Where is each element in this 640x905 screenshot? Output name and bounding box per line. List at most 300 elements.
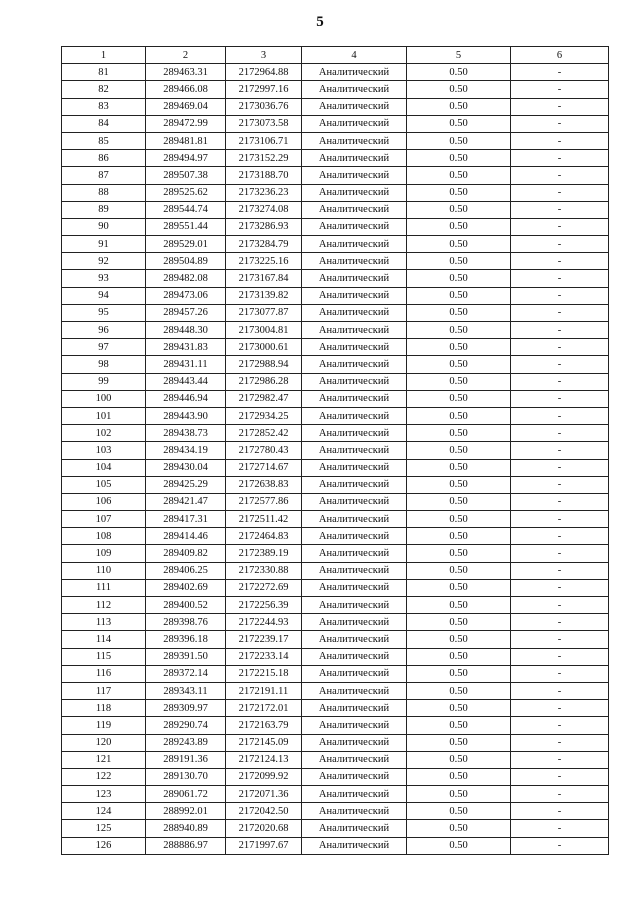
table-cell: Аналитический [302,304,407,321]
table-cell: Аналитический [302,98,407,115]
table-cell: 0.50 [407,803,511,820]
table-cell: 289400.52 [146,597,226,614]
table-cell: 289414.46 [146,528,226,545]
table-cell: 106 [62,493,146,510]
table-row [62,734,609,751]
table-row [62,373,609,390]
table-cell: Аналитический [302,493,407,510]
table-cell: 2172071.36 [226,786,302,803]
table-cell: 0.50 [407,493,511,510]
table-cell: 2172124.13 [226,751,302,768]
table-cell: 103 [62,442,146,459]
table-row [62,631,609,648]
table-cell: 2172233.14 [226,648,302,665]
table-cell: 2172511.42 [226,511,302,528]
table-cell: 289406.25 [146,562,226,579]
table-cell: 289504.89 [146,253,226,270]
table-cell: 289343.11 [146,682,226,699]
table-cell: 2172464.83 [226,528,302,545]
table-cell: 289494.97 [146,150,226,167]
table-cell: 0.50 [407,167,511,184]
table-cell: 0.50 [407,390,511,407]
table-cell: - [511,528,609,545]
table-cell: 2172145.09 [226,734,302,751]
table-cell: 125 [62,820,146,837]
table-cell: 289243.89 [146,734,226,751]
table-cell: - [511,287,609,304]
coordinates-table [61,46,609,855]
table-cell: 289391.50 [146,648,226,665]
table-row [62,682,609,699]
table-cell: 0.50 [407,631,511,648]
table-cell: Аналитический [302,236,407,253]
table-cell: 90 [62,218,146,235]
table-cell: - [511,820,609,837]
table-cell: 2172099.92 [226,768,302,785]
table-cell: - [511,476,609,493]
table-cell: 111 [62,579,146,596]
table-row [62,459,609,476]
table-cell: 2172163.79 [226,717,302,734]
column-header: 4 [302,47,407,64]
table-row [62,803,609,820]
table-cell: 114 [62,631,146,648]
table-row [62,528,609,545]
table-cell: Аналитический [302,322,407,339]
table-row [62,751,609,768]
table-row [62,115,609,132]
table-cell: 116 [62,665,146,682]
table-cell: 84 [62,115,146,132]
table-cell: - [511,751,609,768]
table-row [62,218,609,235]
table-cell: 2173152.29 [226,150,302,167]
table-cell: - [511,81,609,98]
table-cell: 96 [62,322,146,339]
table-cell: 2173225.16 [226,253,302,270]
table-cell: 2173236.23 [226,184,302,201]
table-cell: 289396.18 [146,631,226,648]
table-cell: 289466.08 [146,81,226,98]
table-cell: - [511,700,609,717]
table-cell: 107 [62,511,146,528]
table-cell: 2172982.47 [226,390,302,407]
table-cell: 104 [62,459,146,476]
table-cell: Аналитический [302,167,407,184]
page-number: 5 [316,14,324,30]
table-cell: 0.50 [407,132,511,149]
table-cell: 289438.73 [146,425,226,442]
table-cell: 124 [62,803,146,820]
table-cell: 2173106.71 [226,132,302,149]
table-cell: 0.50 [407,184,511,201]
table-cell: 0.50 [407,253,511,270]
table-cell: 289434.19 [146,442,226,459]
column-header: 5 [407,47,511,64]
table-cell: Аналитический [302,717,407,734]
table-cell: - [511,545,609,562]
table-cell: 288992.01 [146,803,226,820]
table-cell: 123 [62,786,146,803]
table-cell: Аналитический [302,579,407,596]
table-cell: - [511,339,609,356]
table-cell: Аналитический [302,476,407,493]
table-cell: Аналитический [302,786,407,803]
table-cell: - [511,132,609,149]
table-cell: Аналитический [302,253,407,270]
table-row [62,253,609,270]
table-row [62,201,609,218]
table-cell: 0.50 [407,717,511,734]
table-row [62,150,609,167]
table-cell: 115 [62,648,146,665]
table-cell: 289425.29 [146,476,226,493]
table-cell: 110 [62,562,146,579]
table-cell: 2172988.94 [226,356,302,373]
table-cell: 289529.01 [146,236,226,253]
table-cell: 0.50 [407,407,511,424]
table-cell: 108 [62,528,146,545]
table-cell: Аналитический [302,150,407,167]
table-row [62,717,609,734]
table-cell: 2173139.82 [226,287,302,304]
table-cell: 0.50 [407,579,511,596]
column-header: 2 [146,47,226,64]
table-cell: 289525.62 [146,184,226,201]
table-row [62,390,609,407]
table-cell: - [511,356,609,373]
table-cell: 2172638.83 [226,476,302,493]
table-cell: 2172714.67 [226,459,302,476]
table-cell: 0.50 [407,820,511,837]
table-cell: Аналитический [302,682,407,699]
table-row [62,64,609,81]
table-cell: 0.50 [407,270,511,287]
table-header-row [62,47,609,64]
table-cell: 2172244.93 [226,614,302,631]
table-cell: - [511,648,609,665]
table-cell: 289463.31 [146,64,226,81]
table-cell: 2173167.84 [226,270,302,287]
table-cell: 2173073.58 [226,115,302,132]
table-cell: 0.50 [407,648,511,665]
table-cell: Аналитический [302,528,407,545]
table-cell: 289409.82 [146,545,226,562]
table-row [62,648,609,665]
table-cell: 2173000.61 [226,339,302,356]
table-cell: 288940.89 [146,820,226,837]
table-cell: - [511,98,609,115]
table-cell: 2173036.76 [226,98,302,115]
table-cell: 102 [62,425,146,442]
table-cell: 2172239.17 [226,631,302,648]
table-cell: 0.50 [407,373,511,390]
table-cell: Аналитический [302,631,407,648]
table-cell: Аналитический [302,768,407,785]
table-cell: Аналитический [302,648,407,665]
table-cell: 0.50 [407,511,511,528]
table-cell: 100 [62,390,146,407]
table-body [62,64,609,855]
table-cell: Аналитический [302,562,407,579]
table-cell: - [511,768,609,785]
table-cell: Аналитический [302,751,407,768]
table-cell: 0.50 [407,115,511,132]
table-cell: 289507.38 [146,167,226,184]
table-cell: 2171997.67 [226,837,302,854]
table-cell: 2172020.68 [226,820,302,837]
table-row [62,287,609,304]
table-cell: - [511,562,609,579]
table-cell: 289398.76 [146,614,226,631]
table-row [62,597,609,614]
table-cell: - [511,425,609,442]
table-cell: 0.50 [407,304,511,321]
table-cell: - [511,115,609,132]
table-row [62,545,609,562]
table-cell: 126 [62,837,146,854]
table-cell: 289430.04 [146,459,226,476]
table-cell: Аналитический [302,339,407,356]
table-row [62,167,609,184]
table-cell: 86 [62,150,146,167]
table-cell: - [511,493,609,510]
table-row [62,407,609,424]
table-cell: 0.50 [407,64,511,81]
table-cell: 92 [62,253,146,270]
table-cell: 112 [62,597,146,614]
table-cell: - [511,270,609,287]
table-cell: 289457.26 [146,304,226,321]
table-row [62,236,609,253]
table-cell: 0.50 [407,81,511,98]
table-cell: 0.50 [407,786,511,803]
table-cell: Аналитический [302,837,407,854]
table-cell: 2172272.69 [226,579,302,596]
table-cell: 2172330.88 [226,562,302,579]
table-cell: Аналитический [302,734,407,751]
table-cell: - [511,786,609,803]
table-cell: 0.50 [407,528,511,545]
table-cell: 99 [62,373,146,390]
table-cell: - [511,407,609,424]
table-row [62,270,609,287]
table-cell: 95 [62,304,146,321]
table-cell: 289472.99 [146,115,226,132]
table-row [62,81,609,98]
table-cell: Аналитический [302,614,407,631]
table-cell: 289448.30 [146,322,226,339]
column-header: 3 [226,47,302,64]
table-cell: - [511,390,609,407]
table-cell: - [511,631,609,648]
table-cell: 289443.90 [146,407,226,424]
table-cell: 0.50 [407,682,511,699]
table-cell: 289402.69 [146,579,226,596]
table-cell: Аналитический [302,218,407,235]
table-cell: 289290.74 [146,717,226,734]
table-cell: - [511,734,609,751]
table-cell: 0.50 [407,614,511,631]
table-cell: 289421.47 [146,493,226,510]
table-cell: Аналитический [302,597,407,614]
table-cell: Аналитический [302,700,407,717]
table-row [62,132,609,149]
table-cell: Аналитический [302,356,407,373]
table-cell: 289443.44 [146,373,226,390]
table-cell: 289473.06 [146,287,226,304]
table-cell: 289482.08 [146,270,226,287]
table-cell: 2173188.70 [226,167,302,184]
table-cell: 0.50 [407,150,511,167]
table-cell: 93 [62,270,146,287]
table-cell: - [511,167,609,184]
column-header: 6 [511,47,609,64]
table-cell: - [511,597,609,614]
table-cell: 0.50 [407,322,511,339]
table-cell: Аналитический [302,390,407,407]
table-cell: 121 [62,751,146,768]
table-cell: 0.50 [407,459,511,476]
table-cell: 289469.04 [146,98,226,115]
table-cell: 81 [62,64,146,81]
table-cell: - [511,665,609,682]
table-cell: 0.50 [407,356,511,373]
table-cell: 0.50 [407,597,511,614]
table-cell: Аналитический [302,373,407,390]
table-cell: 2172964.88 [226,64,302,81]
table-cell: 0.50 [407,201,511,218]
table-cell: 2172986.28 [226,373,302,390]
table-cell: 289481.81 [146,132,226,149]
table-row [62,768,609,785]
table-cell: 289431.83 [146,339,226,356]
table-cell: 119 [62,717,146,734]
table-cell: 2172780.43 [226,442,302,459]
table-cell: 0.50 [407,218,511,235]
table-cell: 120 [62,734,146,751]
table-cell: Аналитический [302,820,407,837]
table-row [62,837,609,854]
table-cell: 97 [62,339,146,356]
table-cell: 2173274.08 [226,201,302,218]
table-cell: Аналитический [302,287,407,304]
table-cell: - [511,64,609,81]
table-cell: Аналитический [302,459,407,476]
table-cell: 118 [62,700,146,717]
table-row [62,665,609,682]
table-cell: Аналитический [302,407,407,424]
table-cell: 85 [62,132,146,149]
table-cell: 0.50 [407,734,511,751]
table-cell: Аналитический [302,115,407,132]
table-cell: 2172256.39 [226,597,302,614]
table-cell: 0.50 [407,665,511,682]
table-cell: 289417.31 [146,511,226,528]
table-cell: 2172042.50 [226,803,302,820]
table-cell: Аналитический [302,184,407,201]
table-cell: 94 [62,287,146,304]
table-cell: 0.50 [407,98,511,115]
table-cell: 0.50 [407,700,511,717]
table-row [62,614,609,631]
table-row [62,98,609,115]
column-header: 1 [62,47,146,64]
table-row [62,820,609,837]
table-cell: 89 [62,201,146,218]
table-cell: 2173286.93 [226,218,302,235]
table-cell: Аналитический [302,270,407,287]
table-cell: 117 [62,682,146,699]
table-cell: - [511,218,609,235]
table-cell: 0.50 [407,562,511,579]
table-cell: 289372.14 [146,665,226,682]
table-cell: - [511,459,609,476]
table-cell: - [511,442,609,459]
table-cell: - [511,837,609,854]
table-cell: 88 [62,184,146,201]
table-cell: 2172215.18 [226,665,302,682]
table-cell: Аналитический [302,201,407,218]
table-cell: 289431.11 [146,356,226,373]
table-row [62,476,609,493]
table-cell: - [511,579,609,596]
table-row [62,493,609,510]
table-cell: 2173077.87 [226,304,302,321]
table-cell: - [511,304,609,321]
table-cell: 2172389.19 [226,545,302,562]
table-row [62,700,609,717]
table-cell: 0.50 [407,768,511,785]
table-cell: 0.50 [407,287,511,304]
table-cell: - [511,184,609,201]
table-cell: Аналитический [302,81,407,98]
table-cell: 122 [62,768,146,785]
table-cell: - [511,236,609,253]
table-cell: 109 [62,545,146,562]
table-cell: - [511,803,609,820]
table-cell: - [511,322,609,339]
table-cell: 0.50 [407,236,511,253]
table-row [62,786,609,803]
table-cell: 113 [62,614,146,631]
table-row [62,562,609,579]
table-cell: 98 [62,356,146,373]
table-cell: Аналитический [302,545,407,562]
table-cell: 289309.97 [146,700,226,717]
table-row [62,184,609,201]
table-cell: 0.50 [407,545,511,562]
table-cell: 2172577.86 [226,493,302,510]
table-cell: 105 [62,476,146,493]
table-cell: 101 [62,407,146,424]
table-cell: 83 [62,98,146,115]
table-cell: 82 [62,81,146,98]
table-cell: Аналитический [302,64,407,81]
table-cell: 289446.94 [146,390,226,407]
table-cell: 2173284.79 [226,236,302,253]
table-cell: 289061.72 [146,786,226,803]
table-cell: Аналитический [302,132,407,149]
table-cell: Аналитический [302,511,407,528]
table-cell: - [511,373,609,390]
table-cell: 2172934.25 [226,407,302,424]
table-cell: 2172191.11 [226,682,302,699]
table-cell: - [511,511,609,528]
table-cell: 0.50 [407,751,511,768]
table-cell: Аналитический [302,425,407,442]
table-cell: - [511,150,609,167]
